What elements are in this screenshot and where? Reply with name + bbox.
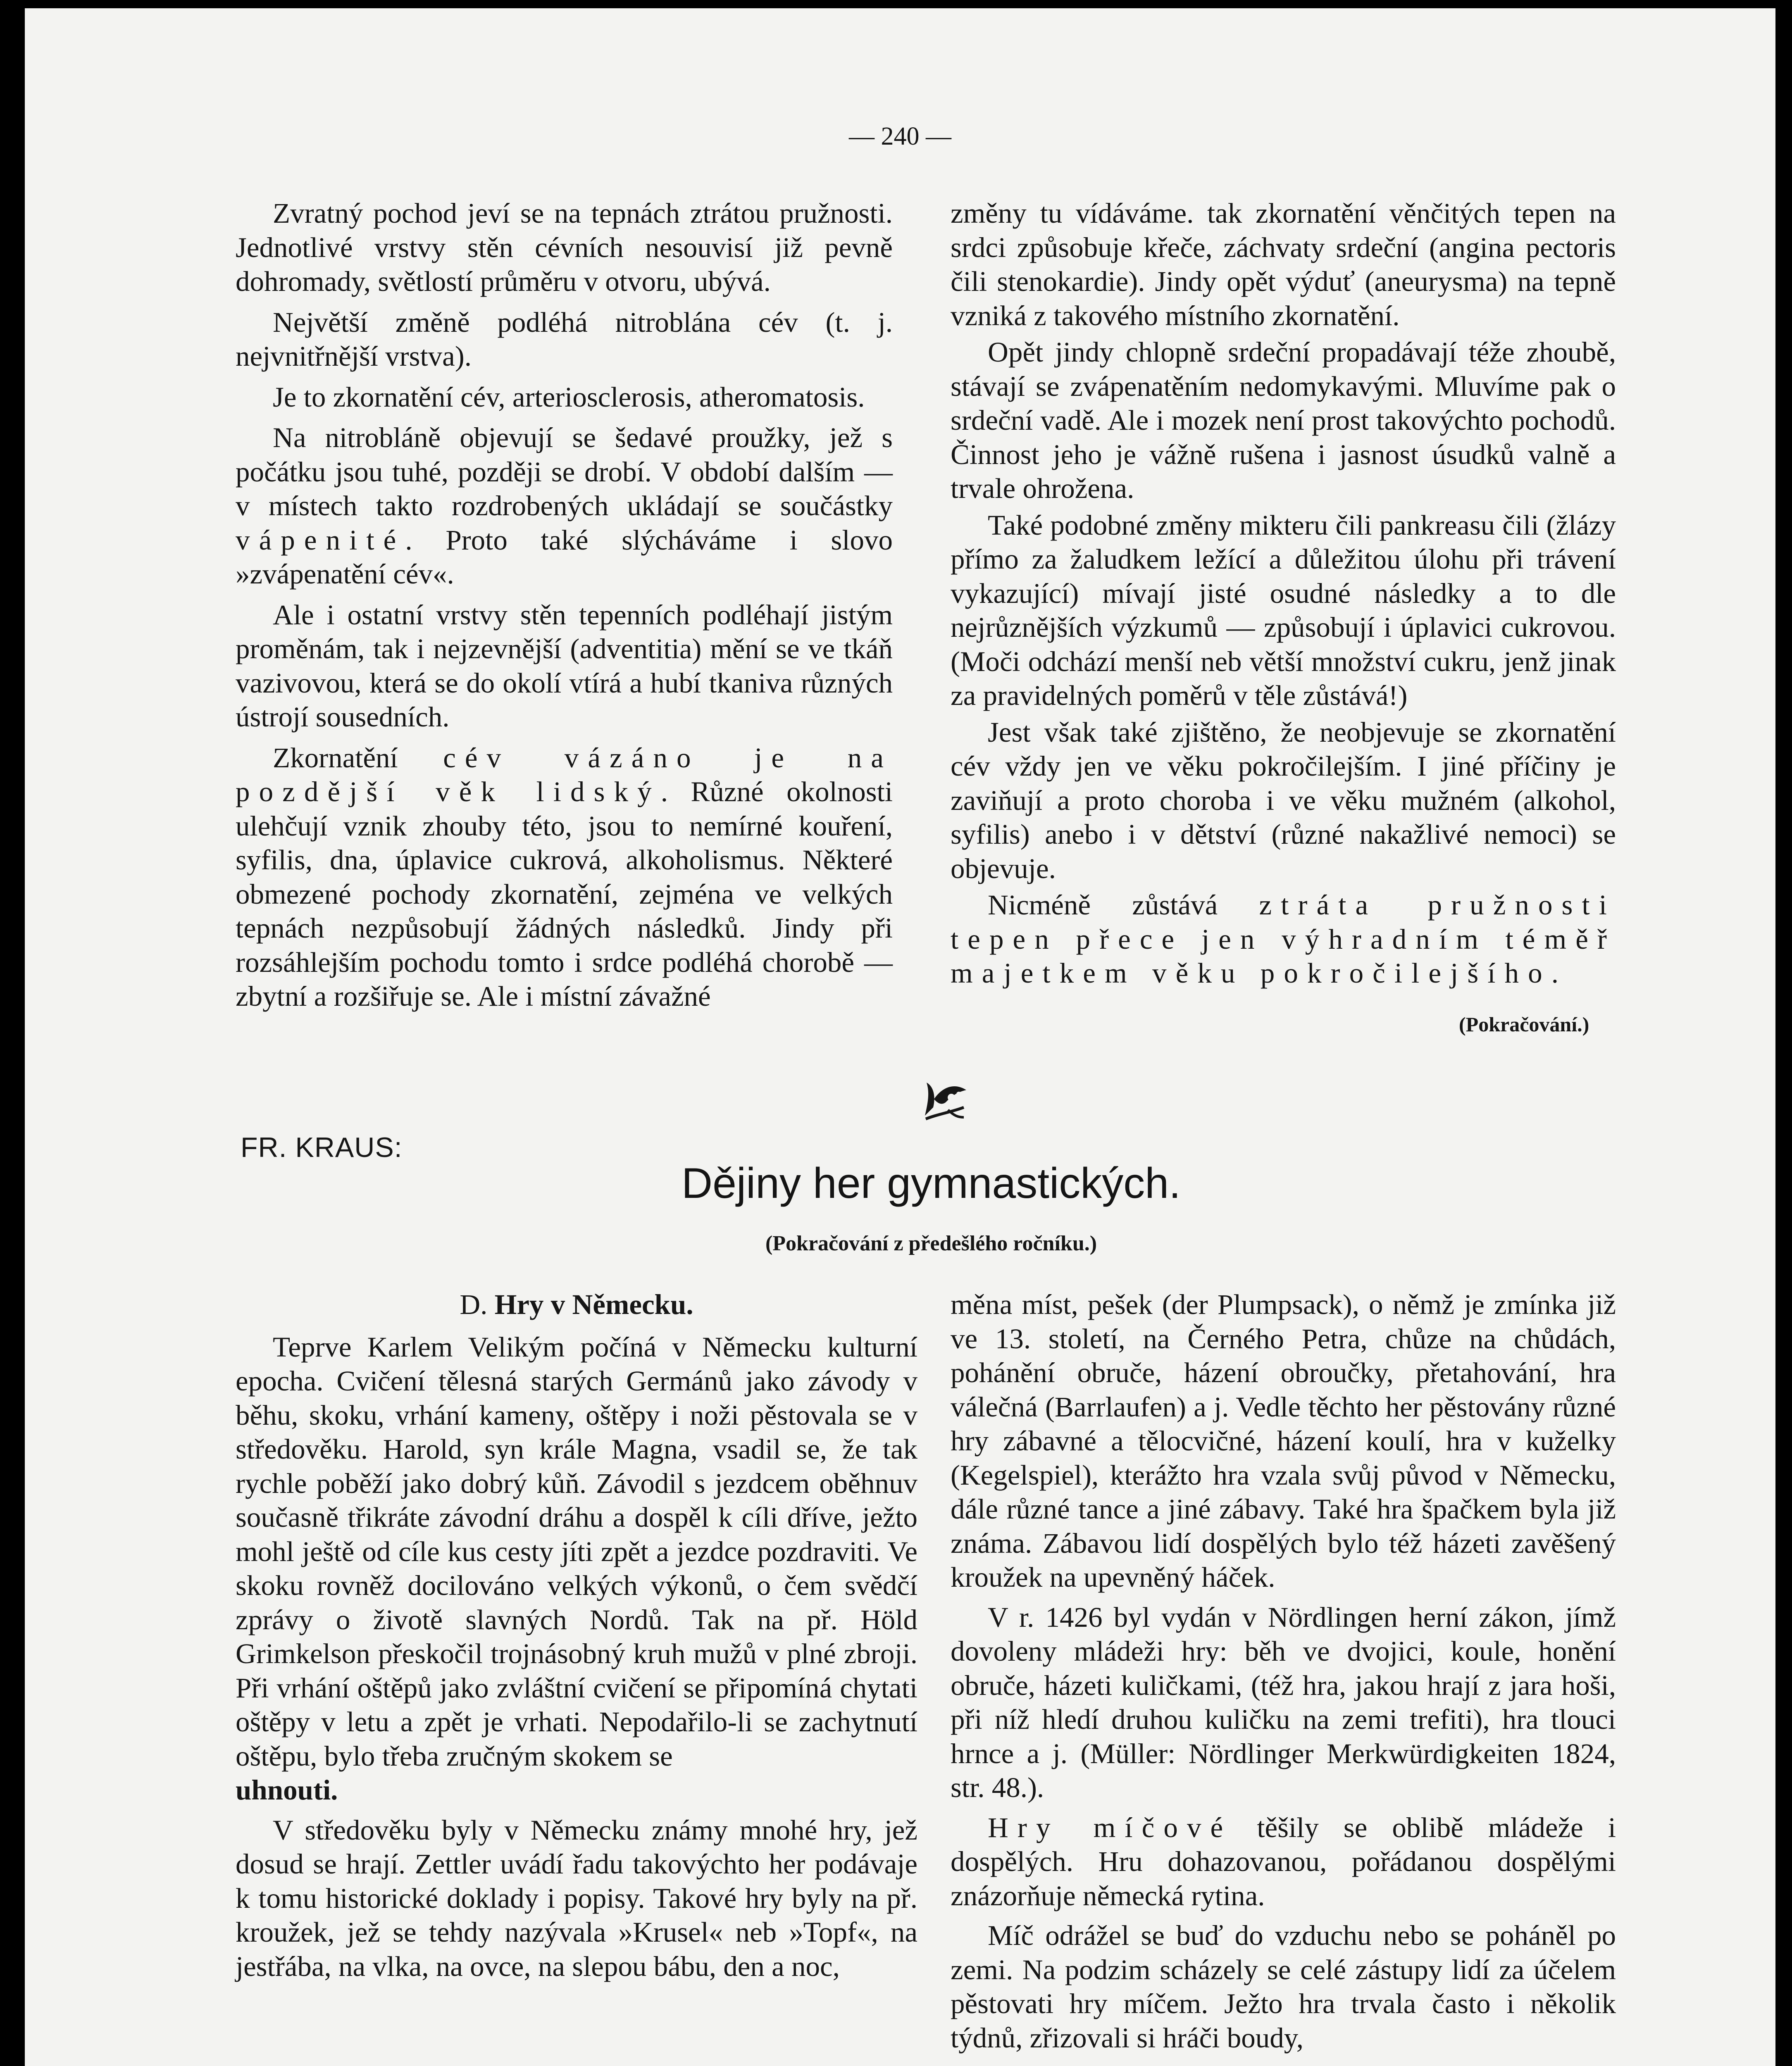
paragraph: V r. 1426 byl vydán v Nördlingen herní zákon, jímž dovoleny mládeži hry: běh ve dvojici, koule, honění obruče, házeti kuličkami, (též hra, jakou hrají z jara hoši, při níž hledí druhou kuličku na zemi trefiti), hra tlouci hrnce a j. (Müller: Nördlinger Merkwürdigkeiten 1824, str. 48.). [951,1601,1616,1803]
scanned-page [25,8,1775,2066]
text-run: Teprve Karlem Velikým počíná v Německu kulturní epocha. Cvičení tělesná starých Germánů jako závody v běhu, skoku, vrhání kameny, oštěpy i noži pěstovala se v středověku. Harold, syn krále Magna, vsadil se, že tak rychle poběží jako dobrý kůň. Závodil s jezdcem oběhnuv současně třikráte závodní dráhu a dospěl k cíli dříve, ježto mohl ještě od cíle kus cesty jíti zpět a jezdce pozdraviti. Ve skoku rovněž docilováno velkých výkonů, o čem svědčí zprávy o životě slavných Nordů. Tak na př. Höld Grimkelson přeskočil trojnásobný kruh mužů v plné zbroji. Při vrhání oštěpů jako zvláštní cvičení se připomíná chytati oštěpy v letu a zpět je vrhati. Nepodařilo-li se zachytnutí oštěpu, bylo třeba zručným skokem se [236,1331,917,1772]
paragraph: Míč odrážel se buď do vzduchu nebo se poháněl po zemi. Na podzim scházely se celé zástupy lidí za účelem pěstovati hry míčem. Ježto hra trvala často i několik týdnů, zřizovali si hráči boudy, [951,1920,1616,2054]
paragraph [236,741,893,1014]
text-run: Nicméně zůstává [988,889,1218,921]
section-heading [236,1288,917,1322]
author-name: FR. KRAUS: [241,1132,403,1163]
text-run: . Různé okolnosti ulehčují vznik zhouby této, jsou to nemírné kouření, syfilis, dna, úplavice cukrová, alkoholismus. Některé obmezené pochody zkornatění, zejména ve velkých tepnách nezpůsobují žádných následků. Jindy při rozsáhlejším pochodu tomto i srdce podléhá chorobě — zbytní a rozšiřuje se. Ale i místní závažné [236,776,893,1012]
text-run: . Proto také slýcháváme i slovo »zvápenatění cév«. [236,524,893,590]
paragraph [951,1811,1616,1913]
text-run: těšily se oblibě mládeže i dospělých. Hru dohazovanou, pořádanou dospělými znázorňuje německá rytina. [951,1811,1616,1911]
floral-ornament-icon [917,1074,971,1124]
paragraph: Ale i ostatní vrstvy stěn tepenních podléhají jistým proměnám, tak i nejzevnější (adventitia) mění se ve tkáň vazivovou, která se do okolí vtírá a hubí tkaniva různých ústrojí sousedních. [236,599,893,733]
paragraph: Opět jindy chlopně srdeční propadávají téže zhoubě, stávají se zvápenatěním nedomykavými. Mluvíme pak o srdeční vadě. Ale i mozek není prost takovýchto pochodů. Činnost jeho je vážně rušena i jasnost úsudků valně a trvale ohrožena. [951,336,1616,504]
section-prefix: D. [460,1289,488,1320]
text-run: Zkornatění [273,742,398,774]
emphasis-spaced: ztráta pružnosti tepen přece jen výhradním téměř majetkem věku pokročilejšího [951,889,1616,989]
article-column-bottom-left [236,1288,917,1983]
section-name: Hry v Německu. [494,1289,693,1320]
paragraph: V středověku byly v Německu známy mnohé hry, jež dosud se hrají. Zettler uvádí řadu takovýchto her podávaje k tomu historické doklady i popisy. Takové hry byly na př. kroužek, jež se tehdy nazývala »Krusel« neb »Topf«, na jestřába, na vlka, na ovce, na slepou bábu, den a noc, [236,1814,917,1982]
emphasis-spaced: vápenité [236,524,405,556]
paragraph: měna míst, pešek (der Plumpsack), o němž je zmínka již ve 13. století, na Černého Petra, chůze na chůdách, pohánění obruče, házení obroučky, přetahování, hra válečná (Barrlaufen) a j. Vedle těchto her pěstovány různé hry zábavné a tělocvičné, házení koulí, hra v kuželky (Kegelspiel), kterážto hra vzala svůj původ v Německu, dále různé tance a jiné zábavy. Také hra špačkem byla již známa. Zábavou lidí dospělých bylo též házeti zavěšený kroužek na upevněný háček. [951,1289,1616,1593]
paragraph [236,1330,917,1807]
continued-note: (Pokračování.) [1459,1013,1589,1036]
page-number: — 240 — [849,122,951,150]
article-title: Dějiny her gymnastických. [682,1159,1181,1207]
paragraph [236,421,893,591]
article-column-bottom-right [951,1288,1616,2055]
paragraph: Je to zkornatění cév, arteriosclerosis, atheromatosis. [273,381,865,413]
paragraph [951,888,1616,990]
text-run: Na nitrobláně objevují se šedavé proužky, jež s počátku jsou tuhé, později se drobí. V období dalším — v místech takto rozdrobených ukládají se součástky [236,422,893,521]
paragraph: Také podobné změny mikteru čili pankreasu čili (žlázy přímo za žaludkem ležící a důležitou úlohu při trávení vykazující) mívají jisté osudné následky a to dle nejrůznějších výzkumů — způsobují i úplavici cukrovou. (Moči odchází menší neb větší množství cukru, jenž jinak za pravidelných poměrů v těle zůstává!) [951,509,1616,711]
article-column-top-right [951,196,1616,990]
text-run: uhnouti. [236,1774,338,1806]
article-subtitle: (Pokračování z předešlého ročníku.) [765,1232,1097,1255]
paragraph: Zvratný pochod jeví se na tepnách ztrátou pružnosti. Jednotlivé vrstvy stěn cévních nesouvisí již pevně dohromady, světlostí průměru v otvoru, ubývá. [236,198,893,297]
paragraph: změny tu vídáváme. tak zkornatění věnčitých tepen na srdci způsobuje křeče, záchvaty srdeční (angina pectoris čili stenokardie). Jindy opět výduť (aneurysma) na tepně vzniká z takového místního zkornatění. [951,198,1616,331]
paragraph: Největší změně podléhá nitroblána cév (t. j. nejvnitřnější vrstva). [236,306,893,372]
emphasis-spaced: Hry míčové [988,1811,1232,1843]
paragraph: Jest však také zjištěno, že neobjevuje se zkornatění cév vždy jen ve věku pokročilejším. I jiné příčiny je zaviňují a proto choroba i ve věku mužném (alkohol, syfilis) anebo i v dětství (různé nakažlivé nemoci) se objevuje. [951,716,1616,884]
text-run: . [1551,957,1558,989]
emphasis-spaced: cév vázáno je na pozdější věk lidský [236,742,893,807]
article-column-top-left [236,196,893,1014]
